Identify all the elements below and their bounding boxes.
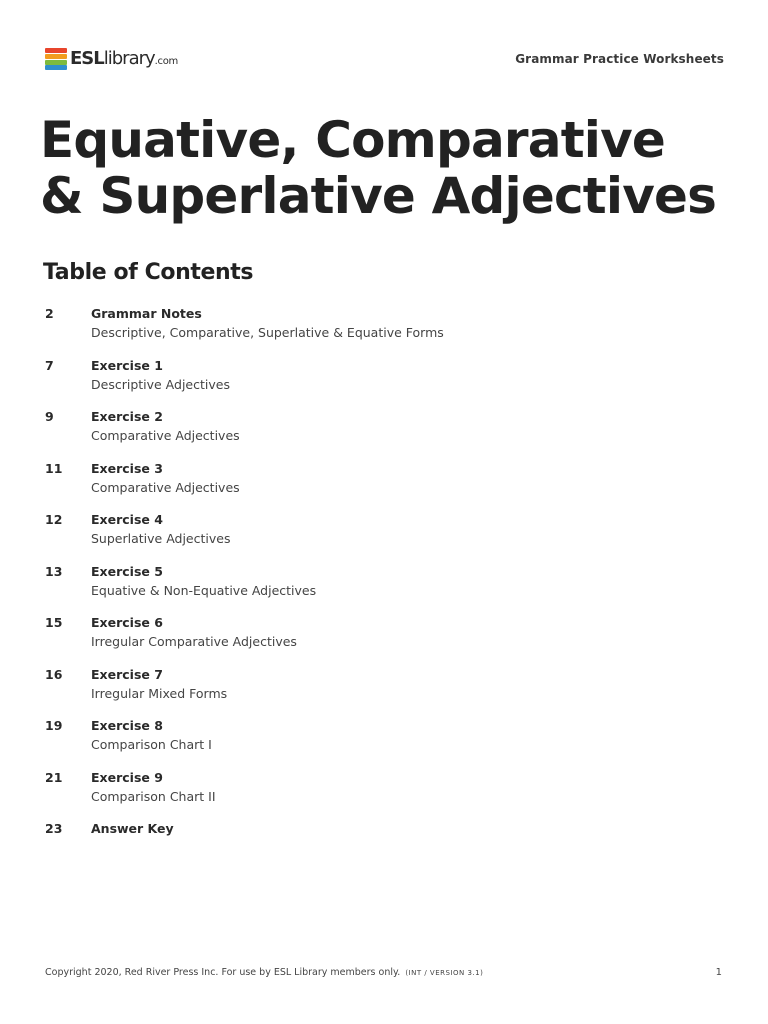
toc-entry	[45, 718, 705, 770]
toc-page-number: 12	[45, 512, 63, 527]
toc-page-number: 7	[45, 357, 54, 373]
toc-page-number: 19	[45, 718, 63, 733]
toc-entry-title: Grammar Notes	[91, 306, 202, 321]
title-line-2: & Superlative Adjectives	[40, 167, 717, 225]
page-number: 1	[715, 967, 722, 978]
toc-page-number: 9	[45, 409, 54, 424]
logo-stripe-red	[45, 48, 67, 53]
toc-entry	[45, 615, 705, 667]
toc-entry-title: Exercise 2	[91, 409, 163, 424]
toc-entry	[45, 409, 705, 461]
toc-entry-subtitle: Comparative Adjectives	[91, 479, 240, 495]
toc-entry-title: Answer Key	[91, 821, 174, 836]
title-line-1: Equative, Comparative	[40, 111, 666, 169]
toc-entry-title: Exercise 7	[91, 666, 163, 682]
table-of-contents	[45, 306, 705, 873]
toc-entry-title: Exercise 6	[91, 615, 163, 630]
book-stack-icon	[45, 46, 67, 70]
toc-entry-subtitle: Comparison Chart II	[91, 788, 216, 804]
toc-page-number: 11	[45, 460, 63, 476]
toc-entry-subtitle: Irregular Comparative Adjectives	[91, 634, 297, 649]
toc-entry-subtitle: Superlative Adjectives	[91, 531, 231, 546]
toc-page-number: 13	[45, 563, 63, 579]
toc-entry-title: Exercise 5	[91, 563, 163, 579]
toc-entry	[45, 821, 705, 873]
toc-page-number: 2	[45, 306, 54, 321]
toc-entry-subtitle: Descriptive Adjectives	[91, 376, 230, 392]
toc-page-number: 16	[45, 666, 63, 682]
toc-entry-subtitle: Descriptive, Comparative, Superlative & Equative Forms	[91, 325, 444, 340]
page-title	[40, 112, 716, 224]
toc-entry-title: Exercise 1	[91, 357, 163, 373]
page-header	[45, 44, 724, 74]
toc-heading: Table of Contents	[43, 260, 254, 285]
toc-entry-title: Exercise 4	[91, 512, 163, 527]
toc-entry	[45, 770, 705, 822]
logo-wordmark	[70, 48, 178, 69]
toc-entry-subtitle: Equative & Non-Equative Adjectives	[91, 582, 317, 598]
version-label: (INT / VERSION 3.1)	[405, 969, 484, 977]
toc-entry-subtitle: Comparative Adjectives	[91, 428, 240, 443]
toc-page-number: 15	[45, 615, 63, 630]
toc-entry	[45, 667, 705, 719]
toc-entry	[45, 461, 705, 513]
logo-stripe-orange	[45, 54, 67, 59]
toc-entry-title: Exercise 3	[91, 460, 163, 476]
toc-entry	[45, 306, 705, 358]
toc-entry-subtitle: Irregular Mixed Forms	[91, 685, 228, 701]
toc-entry	[45, 564, 705, 616]
toc-page-number: 21	[45, 769, 63, 785]
toc-entry-subtitle: Comparison Chart I	[91, 737, 212, 752]
esl-library-logo	[45, 44, 178, 72]
copyright-text: Copyright 2020, Red River Press Inc. For use by ESL Library members only.	[45, 967, 401, 978]
logo-suffix: .com	[154, 55, 178, 67]
toc-entry	[45, 358, 705, 410]
toc-entry-title: Exercise 9	[91, 769, 163, 785]
logo-stripe-blue	[45, 65, 67, 70]
toc-page-number: 23	[45, 821, 63, 836]
toc-entry-title: Exercise 8	[91, 718, 163, 733]
logo-bold: ESL	[70, 47, 104, 69]
document-type-label: Grammar Practice Worksheets	[515, 52, 724, 66]
page-footer	[45, 967, 724, 983]
logo-light: library	[103, 47, 155, 69]
toc-entry	[45, 512, 705, 564]
